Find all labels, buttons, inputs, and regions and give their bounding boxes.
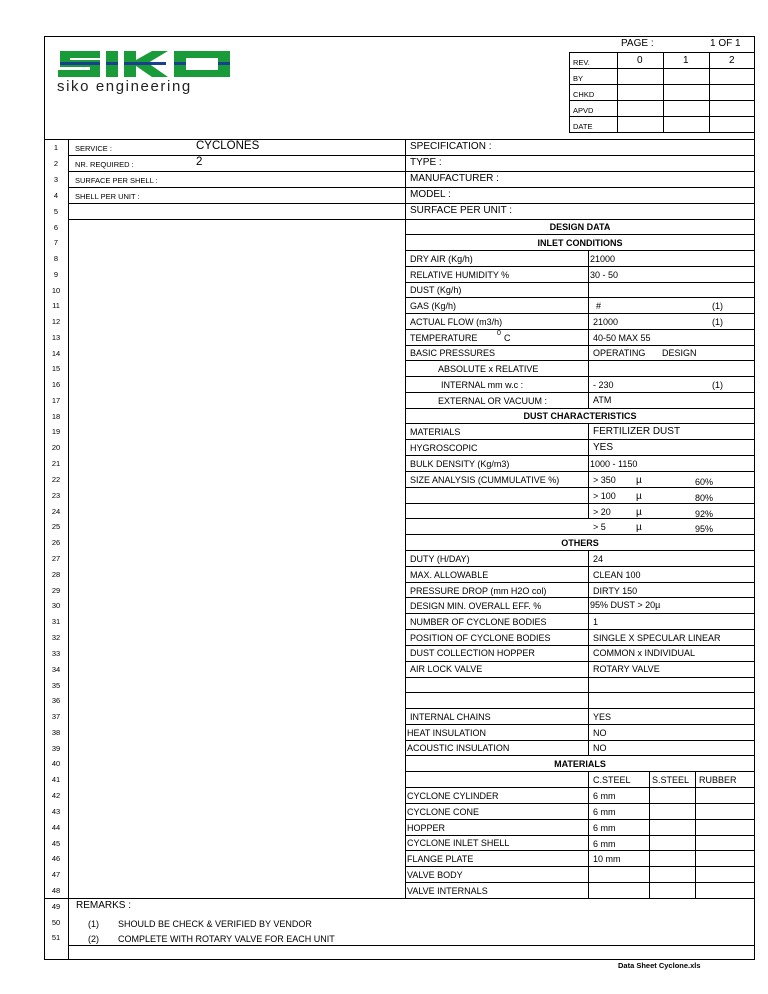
mat-row-cs-4: 10 mm xyxy=(593,854,621,864)
position-value: SINGLE X SPECULAR LINEAR xyxy=(593,633,721,643)
row-number: 48 xyxy=(51,886,61,895)
grid-line xyxy=(405,376,755,377)
grid-line xyxy=(405,455,755,456)
grid-line xyxy=(695,771,696,898)
row-number: 36 xyxy=(51,696,61,705)
nr-required-value: 2 xyxy=(196,156,203,168)
grid-line xyxy=(405,297,755,298)
row-number: 42 xyxy=(51,791,61,800)
heat-insulation-value: NO xyxy=(593,728,607,738)
row-number: 16 xyxy=(51,380,61,389)
internal-label: INTERNAL mm w.c : xyxy=(441,380,524,390)
rh-label: RELATIVE HUMIDITY % xyxy=(410,270,510,280)
grid-line xyxy=(44,898,755,899)
row-number: 1 xyxy=(53,143,59,152)
mat-row-cs-0: 6 mm xyxy=(593,791,616,801)
hygroscopic-label: HYGROSCOPIC xyxy=(410,443,478,453)
grid-line xyxy=(405,423,755,424)
absolute-relative-label: ABSOLUTE x RELATIVE xyxy=(438,364,539,374)
max-allowable-label: MAX. ALLOWABLE xyxy=(410,570,489,580)
efficiency-value: 95% DUST > 20µ xyxy=(590,600,661,610)
row-number: 33 xyxy=(51,649,61,658)
grid-line xyxy=(68,219,405,220)
grid-line xyxy=(405,866,755,867)
rev-2: 2 xyxy=(729,55,735,66)
row-number: 11 xyxy=(52,301,60,310)
mat-row-label-0: CYCLONE CYLINDER xyxy=(407,791,499,801)
grid-line xyxy=(405,345,755,346)
grid-line xyxy=(405,597,755,598)
row-number: 43 xyxy=(51,807,61,816)
grid-line xyxy=(405,613,755,614)
grid-line xyxy=(405,724,755,725)
row-number: 7 xyxy=(53,238,59,247)
service-value: CYCLONES xyxy=(196,140,260,152)
row-number: 2 xyxy=(53,159,59,168)
row-number: 25 xyxy=(51,522,61,531)
row-number: 41 xyxy=(51,775,61,784)
row-number: 19 xyxy=(51,427,61,436)
size-gt-2: > 20 xyxy=(593,507,611,517)
row-number: 22 xyxy=(51,475,61,484)
grid-line xyxy=(405,313,755,314)
date-label: DATE xyxy=(573,122,593,131)
dry-air-value: 21000 xyxy=(590,254,616,264)
operating-label: OPERATING xyxy=(593,348,646,358)
specification-label: SPECIFICATION : xyxy=(410,141,492,152)
size-mu-0: µ xyxy=(636,475,642,486)
chkd-label: CHKD xyxy=(573,90,595,99)
model-label: MODEL : xyxy=(410,189,451,200)
grid-line xyxy=(405,582,755,583)
row-number: 49 xyxy=(51,902,61,911)
chains-value: YES xyxy=(593,712,612,722)
row-number: 18 xyxy=(51,411,61,421)
temperature-label: TEMPERATURE xyxy=(410,333,478,343)
chains-label: INTERNAL CHAINS xyxy=(410,712,491,722)
duty-value: 24 xyxy=(593,554,604,564)
temperature-sup: 0 xyxy=(497,330,501,337)
type-label: TYPE : xyxy=(410,157,442,168)
row-number: 38 xyxy=(51,728,61,737)
grid-line xyxy=(405,550,755,551)
row-number: 21 xyxy=(51,459,61,468)
row-number: 12 xyxy=(51,317,61,326)
external-label: EXTERNAL OR VACUUM : xyxy=(438,396,548,406)
rev-0: 0 xyxy=(637,55,643,66)
rev-label: REV. xyxy=(573,58,590,67)
row-number: 29 xyxy=(51,585,61,595)
pressure-drop-label: PRESSURE DROP (mm H2O col) xyxy=(410,586,547,596)
materials-heading: MATERIALS xyxy=(554,759,606,769)
grid-line xyxy=(405,408,755,409)
remark-num-1: (1) xyxy=(88,919,99,929)
grid-line xyxy=(405,677,588,678)
mat-row-label-5: VALVE BODY xyxy=(407,870,463,880)
grid-line xyxy=(405,708,755,709)
grid-line xyxy=(405,234,755,235)
mat-row-label-6: VALVE INTERNALS xyxy=(407,886,488,896)
row-number: 40 xyxy=(51,759,61,768)
row-number: 4 xyxy=(53,191,59,200)
remark-num-2: (2) xyxy=(88,934,99,944)
grid-line xyxy=(68,155,405,156)
grid-line xyxy=(588,708,589,755)
row-number: 10 xyxy=(51,285,61,295)
company-name: siko engineering xyxy=(57,78,192,95)
size-pct-2: 92% xyxy=(695,509,714,519)
nr-required-label: NR. REQUIRED : xyxy=(75,160,134,169)
grid-line xyxy=(405,360,755,361)
mat-col-rubber: RUBBER xyxy=(699,775,737,785)
gas-note: (1) xyxy=(712,301,723,311)
grid-line xyxy=(405,771,755,772)
cyclone-bodies-value: 1 xyxy=(593,617,599,627)
size-mu-3: µ xyxy=(636,522,642,533)
grid-line xyxy=(405,155,755,156)
grid-line xyxy=(405,266,755,267)
grid-line xyxy=(405,755,755,756)
grid-line xyxy=(405,787,755,788)
row-number: 20 xyxy=(51,443,61,452)
basic-pressures-label: BASIC PRESSURES xyxy=(410,348,496,358)
hopper-label: DUST COLLECTION HOPPER xyxy=(410,648,535,658)
row-number: 6 xyxy=(53,222,59,232)
grid-line xyxy=(405,803,755,804)
row-number: 14 xyxy=(51,348,61,358)
design-data-heading: DESIGN DATA xyxy=(549,222,611,232)
grid-line xyxy=(68,139,69,960)
grid-line xyxy=(405,250,755,251)
manufacturer-label: MANUFACTURER : xyxy=(410,173,499,184)
row-number: 8 xyxy=(53,254,59,263)
remark-text-1: SHOULD BE CHECK & VERIFIED BY VENDOR xyxy=(118,919,312,929)
row-number: 24 xyxy=(51,506,61,516)
grid-line xyxy=(405,566,755,567)
temperature-unit: C xyxy=(504,333,511,343)
grid-line xyxy=(68,187,405,188)
grid-line xyxy=(405,439,755,440)
row-number: 5 xyxy=(53,207,59,216)
row-number: 51 xyxy=(51,933,61,942)
gas-label: GAS (Kg/h) xyxy=(410,301,457,311)
gas-value: # xyxy=(596,301,602,311)
row-number: 44 xyxy=(51,823,61,832)
grid-line xyxy=(405,661,755,662)
materials-value: FERTILIZER DUST xyxy=(593,426,681,437)
row-number: 46 xyxy=(51,854,61,863)
dust-label: DUST (Kg/h) xyxy=(410,285,462,295)
row-number: 31 xyxy=(51,617,61,626)
row-number: 3 xyxy=(53,175,59,184)
mat-row-cs-3: 6 mm xyxy=(593,839,616,849)
materials-label: MATERIALS xyxy=(410,427,461,437)
shell-per-unit-label: SHELL PER UNIT : xyxy=(75,192,140,201)
grid-line xyxy=(405,882,755,883)
grid-line xyxy=(405,835,755,836)
grid-line xyxy=(405,187,755,188)
row-number: 50 xyxy=(51,917,61,927)
flow-label: ACTUAL FLOW (m3/h) xyxy=(410,317,503,327)
dirty-value: DIRTY 150 xyxy=(593,586,638,596)
clean-value: CLEAN 100 xyxy=(593,570,641,580)
others-heading: OTHERS xyxy=(561,538,599,548)
mat-row-label-4: FLANGE PLATE xyxy=(407,854,474,864)
acoustic-label: ACOUSTIC INSULATION xyxy=(407,743,510,753)
flow-value: 21000 xyxy=(593,317,619,327)
apvd-label: APVD xyxy=(573,106,594,115)
grid-line xyxy=(588,550,589,708)
row-number: 39 xyxy=(51,743,61,753)
mat-row-label-2: HOPPER xyxy=(407,823,446,833)
row-number: 30 xyxy=(51,601,61,610)
external-value: ATM xyxy=(593,395,612,405)
grid-line xyxy=(405,329,755,330)
row-number: 13 xyxy=(51,333,61,342)
grid-line xyxy=(405,740,755,741)
airlock-label: AIR LOCK VALVE xyxy=(410,664,483,674)
mat-col-ss: S.STEEL xyxy=(652,775,690,785)
position-label: POSITION OF CYCLONE BODIES xyxy=(410,633,551,643)
surface-per-unit-label: SURFACE PER UNIT : xyxy=(410,205,513,216)
page-label: PAGE : xyxy=(621,38,654,49)
hopper-value: COMMON x INDIVIDUAL xyxy=(593,648,696,658)
flow-note: (1) xyxy=(712,317,723,327)
row-number: 23 xyxy=(51,491,61,500)
row-number: 26 xyxy=(51,538,61,547)
size-pct-1: 80% xyxy=(695,493,714,503)
size-pct-3: 95% xyxy=(695,524,714,534)
page-value: 1 OF 1 xyxy=(710,38,741,49)
row-number: 37 xyxy=(51,712,61,721)
mat-col-cs: C.STEEL xyxy=(593,775,631,785)
footer-filename: Data Sheet Cyclone.xls xyxy=(618,961,701,970)
service-label: SERVICE : xyxy=(75,144,112,153)
mat-row-cs-1: 6 mm xyxy=(593,807,616,817)
grid-line xyxy=(405,392,755,393)
row-number: 45 xyxy=(51,838,61,848)
grid-line xyxy=(405,219,755,220)
remark-text-2: COMPLETE WITH ROTARY VALVE FOR EACH UNIT xyxy=(118,934,335,944)
size-gt-0: > 350 xyxy=(593,475,616,485)
remarks-label: REMARKS : xyxy=(76,900,132,911)
grid-line xyxy=(405,203,755,204)
hygroscopic-value: YES xyxy=(593,442,614,453)
heat-insulation-label: HEAT INSULATION xyxy=(407,728,487,738)
rh-value: 30 - 50 xyxy=(590,270,619,280)
grid-line xyxy=(405,171,755,172)
grid-line xyxy=(68,171,405,172)
grid-line xyxy=(405,282,755,283)
bulk-density-value: 1000 - 1150 xyxy=(590,459,638,469)
row-number: 35 xyxy=(51,680,61,690)
cyclone-bodies-label: NUMBER OF CYCLONE BODIES xyxy=(410,617,547,627)
grid-line xyxy=(405,850,755,851)
internal-value: - 230 xyxy=(593,380,614,390)
size-gt-3: > 5 xyxy=(593,522,606,532)
mat-row-label-3: CYCLONE INLET SHELL xyxy=(407,838,510,848)
rev-1: 1 xyxy=(683,55,689,66)
grid-line xyxy=(405,819,755,820)
inlet-conditions-heading: INLET CONDITIONS xyxy=(537,238,623,248)
grid-line xyxy=(588,250,589,408)
grid-line xyxy=(405,629,755,630)
design-label: DESIGN xyxy=(662,348,697,358)
size-mu-2: µ xyxy=(636,507,642,518)
row-number: 34 xyxy=(51,665,61,674)
grid-line xyxy=(68,203,405,204)
grid-line xyxy=(588,423,589,518)
acoustic-value: NO xyxy=(593,743,607,753)
grid-line xyxy=(649,771,650,898)
grid-line xyxy=(405,471,755,472)
surface-per-shell-label: SURFACE PER SHELL : xyxy=(75,176,158,185)
internal-note: (1) xyxy=(712,380,723,390)
size-analysis-label: SIZE ANALYSIS (CUMMULATIVE %) xyxy=(410,475,560,485)
row-number: 27 xyxy=(51,554,61,563)
mat-row-cs-2: 6 mm xyxy=(593,823,616,833)
bulk-density-label: BULK DENSITY (Kg/m3) xyxy=(410,459,510,469)
row-number: 15 xyxy=(51,364,61,373)
by-label: BY xyxy=(573,74,584,83)
grid-line xyxy=(405,645,755,646)
row-number: 9 xyxy=(53,270,59,279)
dry-air-label: DRY AIR (Kg/h) xyxy=(410,254,473,264)
efficiency-label: DESIGN MIN. OVERALL EFF. % xyxy=(410,601,542,611)
temperature-value: 40-50 MAX 55 xyxy=(593,333,651,343)
grid-line xyxy=(68,945,755,946)
mat-row-label-1: CYCLONE CONE xyxy=(407,807,480,817)
row-number: 47 xyxy=(51,870,61,879)
row-number: 28 xyxy=(51,570,61,579)
size-pct-0: 60% xyxy=(695,477,714,487)
row-number: 17 xyxy=(51,396,61,405)
dust-characteristics-heading: DUST CHARACTERISTICS xyxy=(523,411,637,421)
grid-line xyxy=(588,771,589,898)
grid-line xyxy=(405,692,588,693)
size-mu-1: µ xyxy=(636,491,642,502)
duty-label: DUTY (H/DAY) xyxy=(410,554,470,564)
size-gt-1: > 100 xyxy=(593,491,616,501)
row-number: 32 xyxy=(51,633,61,642)
airlock-value: ROTARY VALVE xyxy=(593,664,660,674)
